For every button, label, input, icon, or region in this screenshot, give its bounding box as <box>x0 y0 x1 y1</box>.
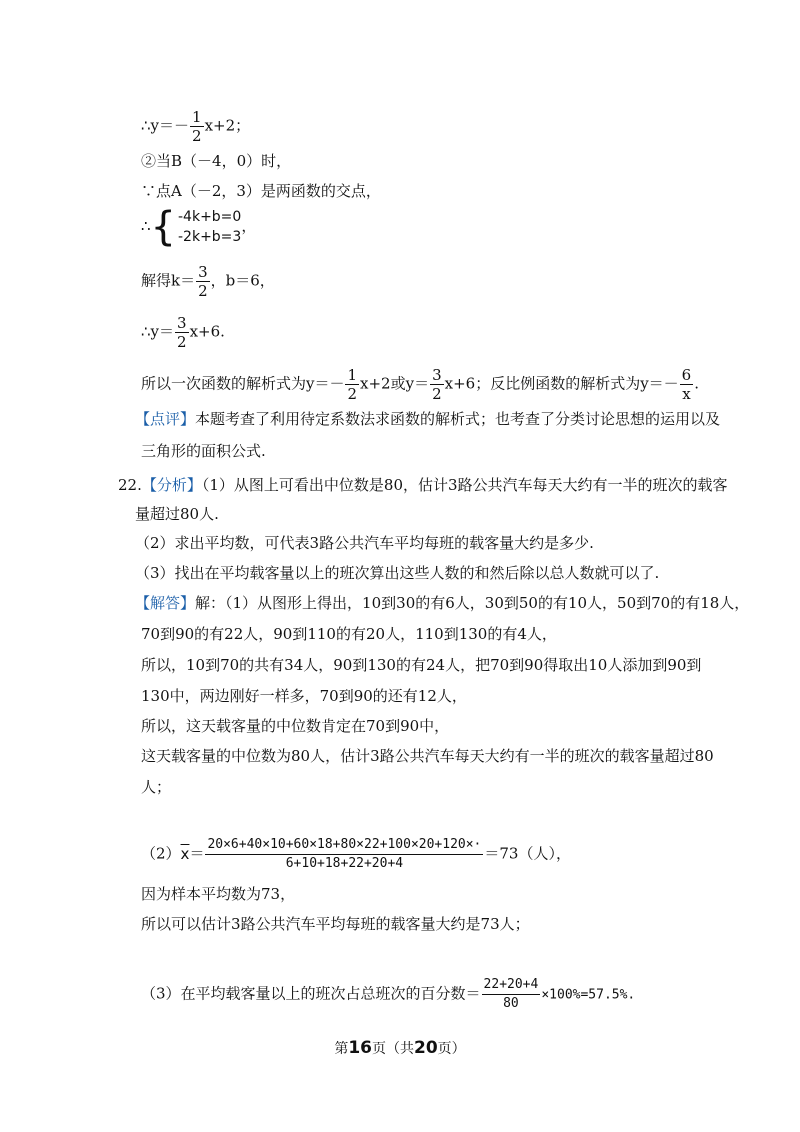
comment-line: 【点评】本题考查了利用待定系数法求函数的解析式；也考查了分类讨论思想的运用以及 <box>135 410 721 428</box>
solution-line-1: ∴y＝－ $\frac{1}{2}$ x+2； <box>141 108 251 145</box>
answer-line-10: 所以可以估计3路公共汽车平均每班的载客量大约是73人； <box>141 915 530 933</box>
equation-system: ∴{ -4k+b=0 -2k+b=3 ， <box>141 204 257 250</box>
solution-line-3: ∵点A（－2，3）是两函数的交点， <box>141 182 381 200</box>
answer-line-7: 人； <box>141 778 172 796</box>
solution-line-2: ②当B（－4，0）时， <box>141 152 292 170</box>
mean-symbol: $\overline{x}$ <box>180 844 190 863</box>
fraction: $\frac{22+20+4}{80}$ <box>483 977 539 1011</box>
answer-line-4: 130中，两边刚好一样多，70到90的还有12人， <box>141 687 467 705</box>
mean-formula: $(2)\overline{x}=$ $\frac{20\times 6+40\times 10+60\times 18+80\times 22+100\times 20+120\times\cdot}{6+10+18+22+20+4}$ ＝73（人）， <box>141 837 571 871</box>
fraction: $\frac{3}{2}$ <box>198 263 208 300</box>
fraction: $\frac{3}{2}$ <box>177 314 187 351</box>
answer-line-3: 所以，10到70的共有34人，90到130的有24人，把70到90得取出10人添加到90到 <box>141 656 702 674</box>
answer-tag: 【解答】 <box>135 594 196 612</box>
fraction: $\frac{1}{2}$ <box>347 366 358 403</box>
fraction: $\frac{3}{2}$ <box>432 366 442 403</box>
fraction: $\frac{1}{2}$ <box>192 108 202 145</box>
answer-line-9: 因为样本平均数为73， <box>141 885 296 903</box>
page-number: 16 <box>348 1038 372 1058</box>
fraction: $\frac{6}{x}$ <box>681 366 692 403</box>
analysis-line-3: （2）求出平均数，可代表3路公共汽车平均每班的载客量大约是多少. <box>135 534 594 552</box>
analysis-line-4: （3）找出在平均载客量以上的班次算出这些人数的和然后除以总人数就可以了. <box>135 564 660 582</box>
answer-line-2: 70到90的有22人，90到110的有20人，110到130的有4人， <box>141 625 557 643</box>
answer-line-6: 这天载客量的中位数为80人，估计3路公共汽车每天大约有一半的班次的载客量超过80 <box>141 747 714 765</box>
comment-tag: 【点评】 <box>135 410 196 428</box>
fraction: $\frac{20\times 6+40\times 10+60\times 18+80\times 22+100\times 20+120\times\cdot}{6+10+18+22+20+4}$ <box>207 837 482 871</box>
answer-line-5: 所以，这天载客量的中位数肯定在70到90中， <box>141 717 450 735</box>
brace-icon: { <box>150 204 176 250</box>
solution-line-5: 解得k＝ $\frac{3}{2}$ ，b＝6， <box>141 263 275 300</box>
answer-line-1: 【解答】解：（1）从图形上得出，10到30的有6人，30到50的有10人，50到70的有18人， <box>135 594 750 612</box>
solution-conclusion: 所以一次函数的解析式为y＝－ $\frac{1}{2}$ x+2或y＝ $\frac{3}{2}$ x+6；反比例函数的解析式为y＝－ $\frac{6}{x}$ . <box>141 366 699 403</box>
total-pages: 20 <box>414 1038 438 1058</box>
analysis-line-2: 量超过80人. <box>135 505 219 523</box>
question-number: 22. <box>118 476 142 494</box>
page-footer: 第16页（共20页） <box>334 1038 466 1058</box>
solution-line-6: ∴y＝ $\frac{3}{2}$ x+6. <box>141 314 225 351</box>
percentage-formula: （3）在平均载客量以上的班次占总班次的百分数＝ $\frac{22+20+4}{80}$ ×100%=57.5%. <box>141 977 636 1011</box>
analysis-tag: 【分析】 <box>141 476 202 494</box>
comment-line-2: 三角形的面积公式. <box>141 442 266 460</box>
question-22-analysis: 22.【分析】（1）从图上可看出中位数是80，估计3路公共汽车每天大约有一半的班次的载客 <box>118 476 728 494</box>
